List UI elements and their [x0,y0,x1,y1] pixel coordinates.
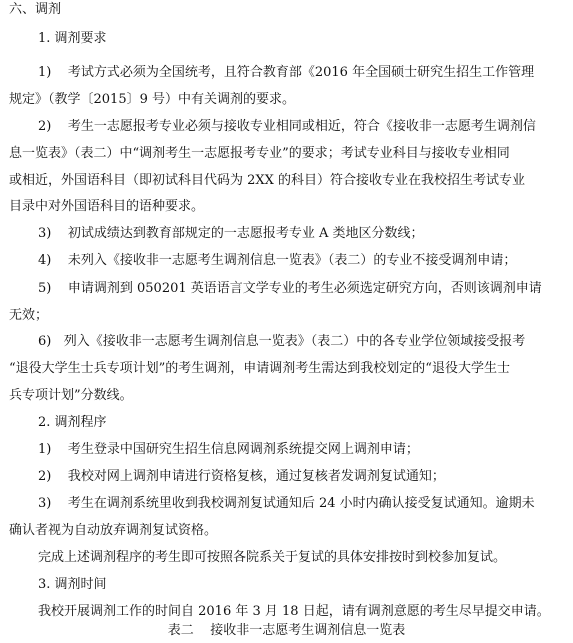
procedure-3-line-1: 3) 考生在调剂系统里收到我校调剂复试通知后 24 小时内确认接受复试通知。逾期未 [38,496,535,511]
requirement-2-line-3: 或相近，外国语科目（即初试科目代码为 2XX 的科目）符合接收专业在我校招生考试专业 [9,173,526,188]
subsection-title-procedure: 2. 调剂程序 [38,415,107,430]
procedure-1-line-1: 1) 考生登录中国研究生招生信息网调剂系统提交网上调剂申请； [38,442,419,457]
requirement-6-line-1: 6) 列入《接收非一志愿考生调剂信息一览表》（表二）中的各专业学位领域接受报考 [38,334,526,349]
requirement-1-line-1: 1) 考试方式必须为全国统考，且符合教育部《2016 年全国硕士研究生招生工作管理 [38,65,535,80]
requirement-1-line-2: 规定》（教学〔2015〕9 号）中有关调剂的要求。 [9,92,295,107]
requirement-2-line-4: 目录中对外国语科目的语种要求。 [9,199,205,214]
requirement-5-line-1: 5) 申请调剂到 050201 英语语言文学专业的考生必须选定研究方向，否则该调剂申请 [38,281,542,296]
requirement-3-line-1: 3) 初试成绩达到教育部规定的一志愿报考专业 A 类地区分数线； [38,226,424,241]
requirement-4-line-1: 4) 未列入《接收非一志愿考生调剂信息一览表》（表二）的专业不接受调剂申请； [38,253,517,268]
requirement-2-line-2: 息一览表》（表二）中“调剂考生一志愿报考专业”的要求；考试专业科目与接收专业相同 [9,146,510,161]
section-heading: 六、调剂 [9,2,62,17]
requirement-6-line-3: 兵专项计划”分数线。 [9,388,133,403]
procedure-closing-text: 完成上述调剂程序的考生即可按照各院系关于复试的具体安排按时到校参加复试。 [38,550,507,565]
table-caption: 表二 接收非一志愿考生调剂信息一览表 [167,623,406,638]
timing-text: 我校开展调剂工作的时间自 2016 年 3 月 18 日起，请有调剂意愿的考生尽早提交申请。 [38,604,550,619]
requirement-5-line-2: 无效； [9,308,49,323]
procedure-3-line-2: 确认者视为自动放弃调剂复试资格。 [9,523,218,538]
subsection-title-timing: 3. 调剂时间 [38,577,107,592]
requirement-2-line-1: 2) 考生一志愿报考专业必须与接收专业相同或相近，符合《接收非一志愿考生调剂信 [38,119,536,134]
subsection-title-requirements: 1. 调剂要求 [38,31,107,46]
procedure-2-line-1: 2) 我校对网上调剂申请进行资格复核，通过复核者发调剂复试通知； [38,469,445,484]
requirement-6-line-2: “退役大学生士兵专项计划”的考生调剂，申请调剂考生需达到我校划定的“退役大学生士 [9,361,510,376]
